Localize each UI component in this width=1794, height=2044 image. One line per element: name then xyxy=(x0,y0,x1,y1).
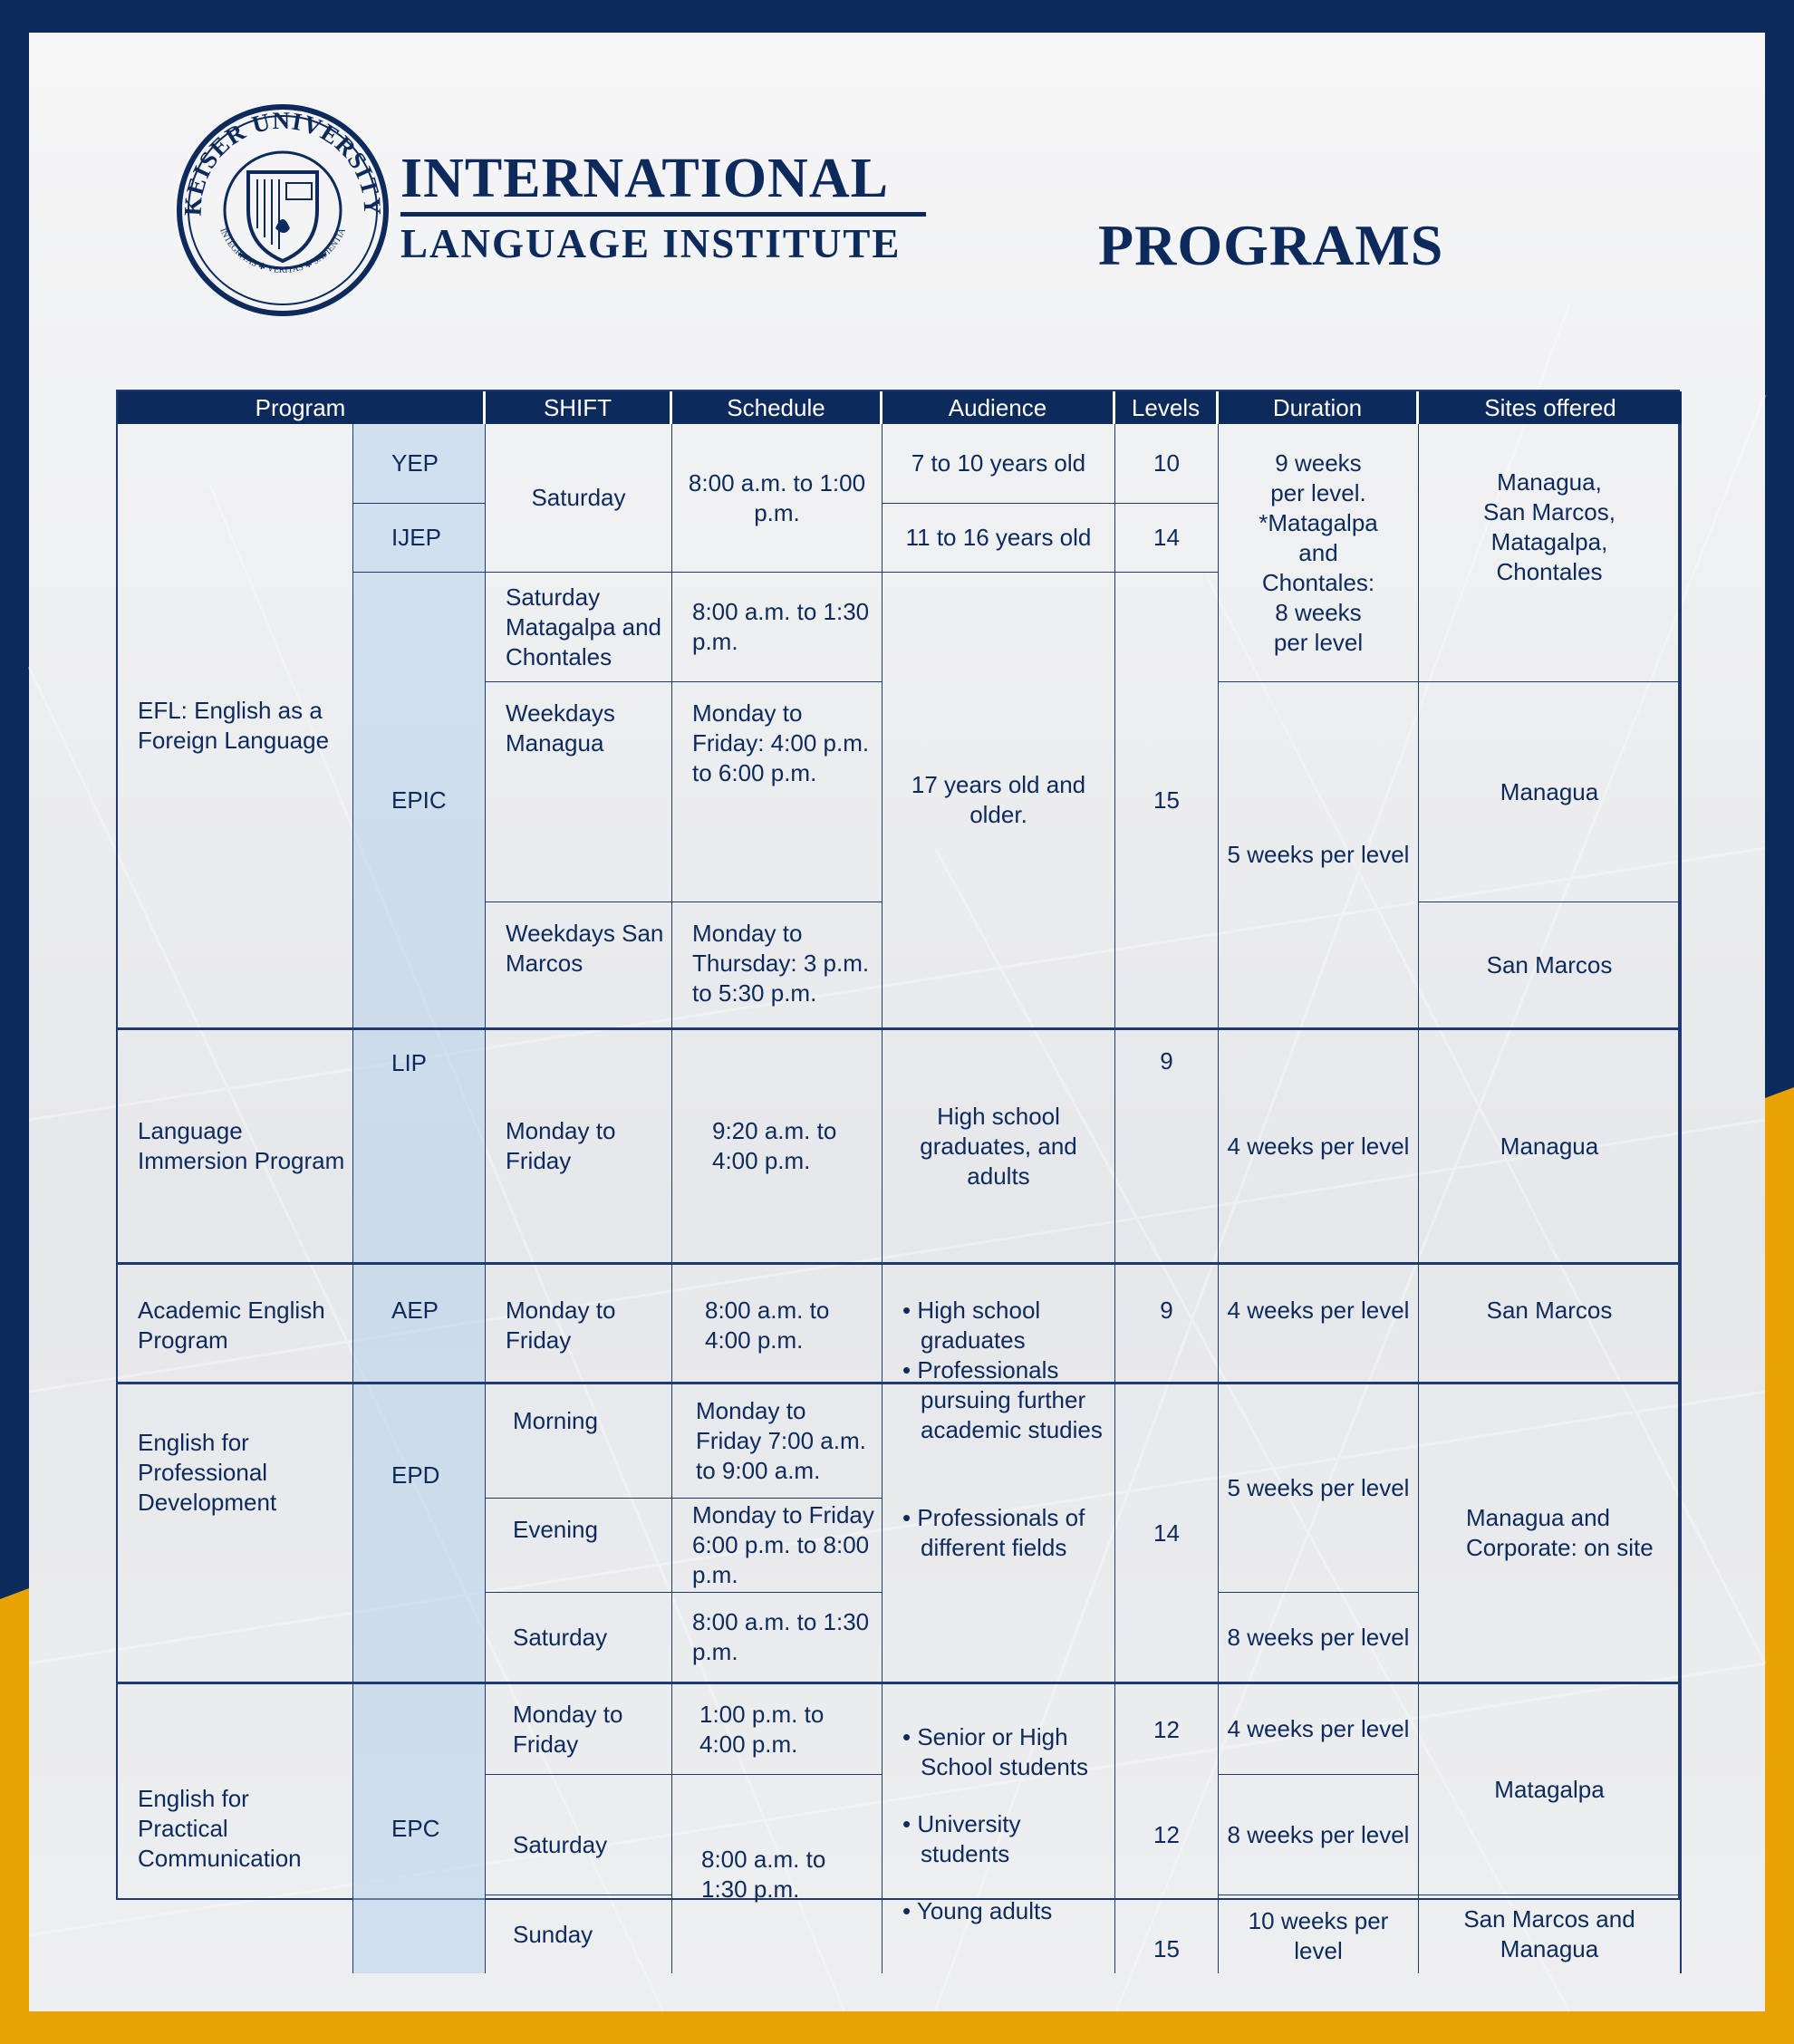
schedule-cell: Monday to Friday 6:00 p.m. to 8:00 p.m. xyxy=(672,1499,883,1593)
schedule-cell: 9:20 a.m. to 4:00 p.m. xyxy=(672,1030,883,1265)
program-name-efl: EFL: English as a Foreign Language xyxy=(118,424,353,1030)
schedule-cell: Monday to Friday 7:00 a.m. to 9:00 a.m. xyxy=(672,1384,883,1499)
site-line: Chontales xyxy=(1496,558,1603,585)
shift-cell: Saturday xyxy=(486,424,672,573)
duration-line: per level xyxy=(1273,628,1364,656)
duration-line: Chontales: xyxy=(1261,568,1375,596)
program-name-lip: Language Immersion Program xyxy=(118,1030,353,1265)
col-header-duration: Duration xyxy=(1219,391,1419,424)
levels-cell: 14 xyxy=(1115,504,1219,573)
levels-cell: 15 xyxy=(1115,573,1219,1030)
audience-item: • University students xyxy=(902,1809,1107,1869)
shift-cell: Monday to Friday xyxy=(486,1684,672,1775)
audience-list xyxy=(902,1722,1107,1926)
site-line: San Marcos, xyxy=(1483,498,1616,525)
shift-cell: Saturday Matagalpa and Chontales xyxy=(486,573,672,682)
shift-cell: Evening xyxy=(486,1499,672,1593)
audience-item: • Young adults xyxy=(902,1896,1107,1926)
levels-cell: 9 xyxy=(1115,1030,1219,1265)
duration-cell: 4 weeks per level xyxy=(1219,1030,1419,1265)
program-code-epd: EPD xyxy=(353,1384,486,1684)
logo-line-international: INTERNATIONAL xyxy=(400,147,926,217)
schedule-cell: 8:00 a.m. to 4:00 p.m. xyxy=(672,1265,883,1384)
program-code-lip: LIP xyxy=(353,1030,486,1265)
program-name-epc: English for Practical Communication xyxy=(118,1684,353,1973)
audience-cell: High school graduates, and adults xyxy=(883,1030,1115,1265)
audience-list xyxy=(902,1503,1107,1563)
duration-line: per level. xyxy=(1270,478,1366,506)
duration-line: and xyxy=(1298,538,1338,566)
program-code-yep: YEP xyxy=(353,424,486,504)
levels-cell: 12 xyxy=(1115,1775,1219,1895)
duration-line: *Matagalpa xyxy=(1259,508,1378,536)
schedule-cell: 1:00 p.m. to 4:00 p.m. xyxy=(672,1684,883,1775)
institute-logo-wordmark xyxy=(400,147,926,269)
duration-cell: 8 weeks per level xyxy=(1219,1593,1419,1684)
logo-line-language-institute: LANGUAGE INSTITUTE xyxy=(400,221,902,266)
duration-line: 9 weeks xyxy=(1275,448,1362,477)
audience-item: • High school graduates xyxy=(902,1296,1107,1355)
schedule-cell: 8:00 a.m. to 1:30 p.m. xyxy=(672,573,883,682)
audience-cell xyxy=(883,1265,1115,1443)
shift-cell: Saturday xyxy=(486,1593,672,1684)
levels-cell: 9 xyxy=(1115,1265,1219,1384)
shift-cell: Morning xyxy=(486,1384,672,1499)
program-name-aep: Academic English Program xyxy=(118,1265,353,1384)
sites-cell: Managua and Corporate: on site xyxy=(1419,1384,1682,1684)
site-line: Managua, xyxy=(1497,468,1602,496)
audience-cell xyxy=(883,1684,1115,1973)
levels-cell: 10 xyxy=(1115,424,1219,504)
audience-item: • Senior or High School students xyxy=(902,1722,1107,1782)
sites-cell: Managua xyxy=(1419,682,1682,902)
shift-cell: Monday to Friday xyxy=(486,1030,672,1265)
col-header-shift: SHIFT xyxy=(486,391,672,424)
duration-cell xyxy=(1219,424,1419,682)
col-header-schedule: Schedule xyxy=(672,391,883,424)
shift-cell: Sunday xyxy=(486,1895,672,1973)
program-name-epd: English for Professional Development xyxy=(118,1384,353,1684)
schedule-cell: 8:00 a.m. to 1:30 p.m. xyxy=(672,1593,883,1684)
duration-cell: 8 weeks per level xyxy=(1219,1775,1419,1895)
seal-motto-text: INTEGRITAS ✱ VERITAS ✱ SAPIENTIA xyxy=(217,227,348,275)
page-title: PROGRAMS xyxy=(1098,213,1444,277)
levels-cell: 14 xyxy=(1115,1384,1219,1684)
schedule-cell: Monday to Thursday: 3 p.m. to 5:30 p.m. xyxy=(672,902,883,1030)
sites-cell: San Marcos xyxy=(1419,1265,1682,1384)
gold-accent-bottom xyxy=(0,2011,1794,2044)
duration-line: 8 weeks xyxy=(1275,598,1362,626)
seal-name-text: KEISER UNIVERSITY xyxy=(178,106,387,217)
duration-cell: 5 weeks per level xyxy=(1219,1384,1419,1593)
site-line: Matagalpa, xyxy=(1490,528,1608,555)
col-header-sites: Sites offered xyxy=(1419,391,1682,424)
audience-cell: 7 to 10 years old xyxy=(883,424,1115,504)
duration-cell: 10 weeks per level xyxy=(1219,1895,1419,1973)
sites-cell: Managua xyxy=(1419,1030,1682,1265)
duration-cell: 4 weeks per level xyxy=(1219,1684,1419,1775)
schedule-cell: 8:00 a.m. to 1:30 p.m. xyxy=(672,1775,883,1973)
audience-item: • Professionals of different fields xyxy=(902,1503,1107,1563)
sites-cell: San Marcos and Managua xyxy=(1419,1895,1682,1973)
program-code-epc: EPC xyxy=(353,1684,486,1973)
audience-item: • Professionals pursuing further academic studies xyxy=(902,1355,1107,1445)
program-code-ijep: IJEP xyxy=(353,504,486,573)
program-code-aep: AEP xyxy=(353,1265,486,1384)
levels-cell: 12 xyxy=(1115,1684,1219,1775)
audience-cell: 17 years old and older. xyxy=(883,573,1115,1030)
program-code-epic: EPIC xyxy=(353,573,486,1030)
levels-cell: 15 xyxy=(1115,1895,1219,1973)
schedule-cell: 8:00 a.m. to 1:00 p.m. xyxy=(672,424,883,573)
shift-cell: Weekdays Managua xyxy=(486,682,672,902)
col-header-program: Program xyxy=(118,391,486,424)
shift-cell: Weekdays San Marcos xyxy=(486,902,672,1030)
sites-cell xyxy=(1419,424,1682,682)
schedule-cell: Monday to Friday: 4:00 p.m. to 6:00 p.m. xyxy=(672,682,883,902)
col-header-levels: Levels xyxy=(1115,391,1219,424)
shift-cell: Saturday xyxy=(486,1775,672,1895)
sites-cell: Matagalpa xyxy=(1419,1684,1682,1895)
sites-cell: San Marcos xyxy=(1419,902,1682,1030)
shift-cell: Monday to Friday xyxy=(486,1265,672,1384)
audience-cell xyxy=(883,1384,1115,1684)
duration-cell: 4 weeks per level xyxy=(1219,1265,1419,1384)
keiser-university-seal xyxy=(174,101,391,319)
programs-table xyxy=(116,390,1680,1964)
duration-cell: 5 weeks per level xyxy=(1219,682,1419,1030)
col-header-audience: Audience xyxy=(883,391,1115,424)
audience-cell: 11 to 16 years old xyxy=(883,504,1115,573)
svg-text:KEISER UNIVERSITY xyxy=(179,107,387,217)
